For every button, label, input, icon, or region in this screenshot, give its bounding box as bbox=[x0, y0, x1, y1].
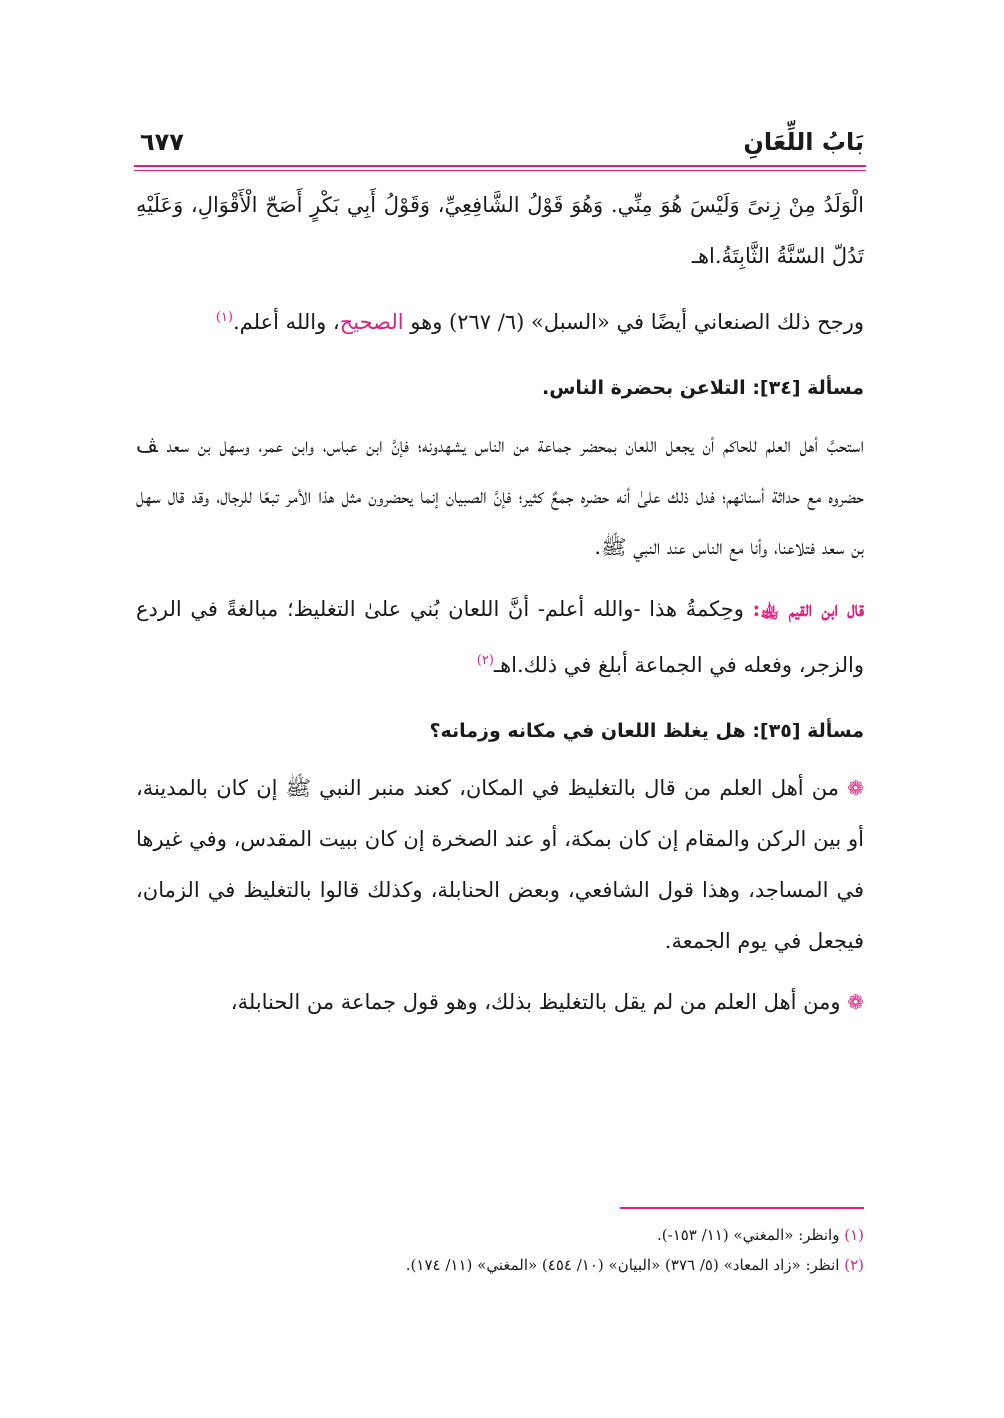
chapter-title: بَابُ اللِّعَانِ bbox=[743, 128, 864, 156]
paragraph-ibn-qayyim bbox=[136, 583, 864, 691]
header-divider-thin bbox=[134, 170, 866, 171]
footnote-ref-1: (١) bbox=[215, 310, 233, 325]
footnote-2 bbox=[136, 1250, 864, 1280]
main-text bbox=[136, 180, 864, 1028]
issue-35-label: مسألة [٣٥]: bbox=[752, 720, 864, 742]
footnote-1 bbox=[136, 1220, 864, 1250]
bullet-paragraph-1-text: من أهل العلم من قال بالتغليظ في المكان، كعند منبر النبي ﷺ إن كان بالمدينة، أو بين الركن والمقام إن كان بمكة، أو عند الصخرة إن كان ببيت المقدس، وفي غيرها في المساجد، وهذا قول الشافعي، وبعض الحنابلة، وكذلك قالوا بالتغليظ في الزمان، فيجعل في يوم الجمعة. bbox=[136, 776, 864, 953]
paragraph-public-lian: استحبَّ أهل العلم للحاكم أن يجعل اللعان بمحضر جماعة من الناس يشهدونه؛ فإنَّ ابن عباس، وابن عمر، وسهل بن سعد ﭫ حضروه مع حداثة أسنانهم؛ فدل ذلك علىٰ أنه حضره جمعٌ كثير؛ فإنَّ الصبيان إنما يحضرون مثل هذا الأمر تبعًا للرجال، وقد قال سهل بن سعد فتلاعنا، وأنا مع الناس عند النبي ﷺ. bbox=[136, 433, 864, 559]
paragraph-sanani-text: ورجح ذلك الصنعاني أيضًا في «السبل» (٦/ ٢٦٧) وهو bbox=[403, 310, 864, 334]
highlight-sahih: الصحيح bbox=[339, 310, 404, 334]
bullet-paragraph-1 bbox=[136, 763, 864, 967]
issue-34-title: التلاعن بحضرة الناس. bbox=[541, 377, 746, 399]
page-header bbox=[134, 128, 864, 164]
footnote-divider bbox=[620, 1207, 864, 1209]
paragraph-continuation: الْوَلَدُ مِنْ زِنىً وَلَيْسَ هُوَ مِنِّي. وَهُوَ قَوْلُ الشَّافِعِيِّ، وَقَوْلُ أَبِي بَكْرٍ أَصَحّ الْأَقْوَالِ، وَعَلَيْهِ تَدُلّ السّنَّةُ الثَّابِتَةُ.اهـ bbox=[136, 193, 864, 268]
ibn-qayyim-label: قال ابن القيم ﵀: bbox=[752, 596, 864, 621]
flower-bullet-icon: ❁ bbox=[847, 990, 864, 1014]
footnote-1-text: وانظر: «المغني» (١١/ ١٥٣-). bbox=[656, 1226, 845, 1244]
issue-34-heading bbox=[136, 366, 864, 410]
footnote-2-text: انظر: «زاد المعاد» (٥/ ٣٧٦) «البيان» (١٠/ ٤٥٤) «المغني» (١١/ ١٧٤). bbox=[405, 1256, 845, 1274]
footnote-1-number: (١) bbox=[844, 1226, 864, 1244]
footnote-2-number: (٢) bbox=[844, 1256, 864, 1274]
paragraph-sanani bbox=[136, 292, 864, 348]
page-number: ٦٧٧ bbox=[140, 128, 184, 156]
flower-bullet-icon: ❁ bbox=[847, 776, 864, 800]
bullet-paragraph-2 bbox=[136, 977, 864, 1028]
ibn-qayyim-quote: وحِكمةُ هذا -والله أعلم- أنَّ اللعان بُني علىٰ التغليظ؛ مبالغةً في الردع والزجر، وفعله في الجماعة أبلغ في ذلك.اهـ bbox=[136, 597, 864, 677]
issue-34-label: مسألة [٣٤]: bbox=[752, 377, 864, 399]
issue-35-heading bbox=[136, 709, 864, 753]
issue-35-title: هل يغلظ اللعان في مكانه وزمانه؟ bbox=[429, 720, 746, 742]
header-divider bbox=[134, 165, 866, 167]
bullet-paragraph-2-text: ومن أهل العلم من لم يقل بالتغليظ بذلك، وهو قول جماعة من الحنابلة، bbox=[230, 990, 841, 1014]
paragraph-sanani-end: ، والله أعلم. bbox=[233, 310, 340, 334]
footnotes bbox=[136, 1220, 864, 1280]
footnote-ref-2: (٢) bbox=[476, 653, 494, 668]
